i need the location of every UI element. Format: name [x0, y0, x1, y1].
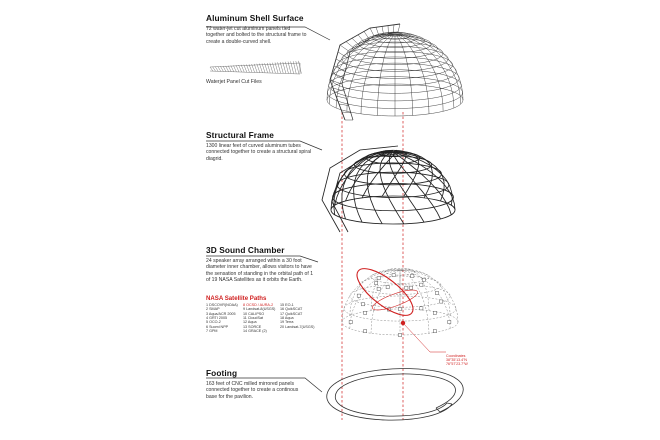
sound-chamber-section	[206, 245, 318, 283]
satellite-path-item: 12 Aqua	[243, 320, 257, 325]
sound-chamber-description: 24 speaker array arranged within a 30 foot diameter inner chamber, allows visitors to have the sensation of standing in the orbital path of 1 of 19 NASA Satellites as it orbits the Earth.	[206, 258, 314, 283]
shell-ribbon-panel	[358, 35, 364, 43]
shell-ribbon-panel	[376, 27, 379, 35]
satellite-path-item: 2 SMAP	[206, 307, 220, 312]
footing-description: 163 feet of CNC milled mirrored panels connected together to create a continous base for the pavilion.	[206, 381, 299, 400]
shell-ribbon-panel	[330, 80, 342, 84]
cut-files-label: Waterjet Panel Cut Files	[206, 79, 262, 85]
coordinates-label: Coordinates	[446, 354, 466, 358]
satellite-path-item: 6 Suomi NPP	[206, 324, 229, 329]
cut-file-panel	[210, 67, 213, 71]
speaker	[377, 277, 380, 280]
satellite-path-item: 3 Aqua/ACR 2005	[206, 311, 236, 316]
sound-chamber-title: 3D Sound Chamber	[206, 245, 285, 255]
cut-file-panel	[241, 65, 244, 72]
satellite-path-item: 5 OCO-2	[206, 320, 221, 325]
speaker	[435, 291, 438, 294]
footing-outer-edge	[327, 369, 463, 421]
speaker	[398, 333, 401, 336]
shell-panel-seam	[395, 34, 429, 114]
cut-file-panel	[223, 66, 226, 71]
satellite-path-item: 13 SORCE	[243, 324, 262, 329]
shell-ribbon-panel	[370, 28, 374, 36]
aluminum-shell-drawing	[327, 24, 463, 120]
shell-panel-seam	[395, 34, 463, 100]
speaker	[375, 282, 378, 285]
cut-file-panel	[215, 67, 218, 72]
shell-panel-seam	[327, 34, 395, 100]
speaker	[422, 278, 425, 281]
speaker	[409, 286, 412, 289]
speaker	[386, 285, 389, 288]
speaker	[440, 300, 443, 303]
cut-file-panel	[228, 66, 231, 72]
satellite-path-item: 18 Aqua	[280, 316, 294, 321]
cut-file-panel	[213, 67, 216, 71]
shell-ribbon-panel	[340, 45, 350, 52]
speaker	[361, 303, 364, 306]
speaker	[398, 307, 401, 310]
satellite-path-item: 15 EO-1	[280, 303, 294, 307]
speaker	[364, 330, 367, 333]
frame-ring	[331, 196, 455, 224]
cut-file-panel	[239, 65, 242, 72]
shell-section	[206, 13, 310, 45]
satellite-path-item: 10 CALIPSO	[243, 311, 265, 316]
footing-end-cap	[447, 403, 452, 404]
speaker	[433, 311, 436, 314]
frame-section	[206, 130, 316, 162]
coordinates-line: 38°35'13.4"N	[446, 358, 467, 363]
satellite-paths-title: NASA Satellite Paths	[206, 295, 267, 302]
speaker	[433, 330, 436, 333]
cut-file-panel	[244, 65, 247, 72]
cut-file-panel	[233, 65, 236, 71]
speaker	[448, 320, 451, 323]
shell-ribbon-panel	[364, 31, 369, 39]
frame-ring	[345, 163, 442, 185]
shell-description: 72 water-jet cut aluminum panels tied together and bolted to the structural frame to create a double-curved shell.	[206, 26, 307, 45]
speaker	[420, 283, 423, 286]
footing-drawing	[327, 369, 463, 421]
speaker	[405, 286, 408, 289]
coordinates-line: 76°57'23.7"W	[446, 362, 468, 367]
satellite-path-item: 1 DSCOVR(NOAA)	[206, 303, 238, 307]
shell-ribbon-panel	[336, 96, 346, 98]
footing-section	[206, 368, 310, 400]
cut-file-outline	[210, 63, 300, 74]
speaker	[420, 307, 423, 310]
shell-ribbon-panel	[393, 25, 394, 33]
cut-file-panel	[246, 64, 249, 72]
satellite-path-item: 7 GPM	[206, 329, 218, 334]
shell-panel-seam	[361, 34, 395, 114]
speaker	[357, 294, 360, 297]
satellite-path-item	[243, 333, 280, 337]
frame-title: Structural Frame	[206, 130, 274, 140]
satellite-path-item: 17 QuikSCAT	[280, 311, 303, 316]
speaker	[411, 274, 414, 277]
speaker	[392, 274, 395, 277]
satellite-paths-list	[206, 303, 318, 338]
satellite-path-item: 19 Terra	[280, 320, 294, 325]
cut-file-panel	[220, 66, 223, 71]
cut-file-panel	[218, 66, 221, 71]
satellite-path-item: 16 QuikSCAT	[280, 307, 303, 312]
shell-title: Aluminum Shell Surface	[206, 13, 304, 23]
shell-ribbon-panel	[398, 24, 400, 32]
coordinate-leader	[403, 323, 446, 352]
waterjet-cut-files-drawing	[210, 61, 301, 74]
frame-description: 1300 linear feet of curved aluminum tubes connected together to create a structural spiral diagrid.	[206, 143, 312, 162]
satellite-path-item: 11 CloudSat	[243, 316, 264, 321]
satellite-path-item: 8 OCSD / AURA-2	[243, 303, 274, 307]
cut-file-panel	[226, 66, 229, 72]
speaker	[364, 311, 367, 314]
cut-file-panel	[252, 64, 255, 72]
satellite-path-item: 4 GRTI 2005	[206, 316, 228, 321]
footing-title: Footing	[206, 368, 238, 378]
shell-ribbon-panel	[332, 73, 344, 78]
orbit-path	[350, 261, 420, 323]
satellite-path-item: 9 Landsat-8(USGS)	[243, 307, 276, 312]
speaker	[349, 320, 352, 323]
sound-chamber-drawing	[342, 261, 458, 352]
chamber-meridian	[371, 270, 400, 333]
satellite-path-item: 14 GRACE (2)	[243, 329, 267, 334]
satellite-path-item: 20 Landsat-7(USGS)	[280, 324, 315, 329]
satellite-path-item	[206, 333, 243, 337]
speaker	[377, 287, 380, 290]
shell-ribbon-panel	[346, 42, 355, 49]
coordinates-readout	[446, 354, 468, 367]
cut-file-panel	[249, 64, 252, 72]
cut-file-panel	[236, 65, 239, 72]
satellite-path-item	[280, 333, 318, 337]
cut-file-panel	[231, 66, 234, 72]
